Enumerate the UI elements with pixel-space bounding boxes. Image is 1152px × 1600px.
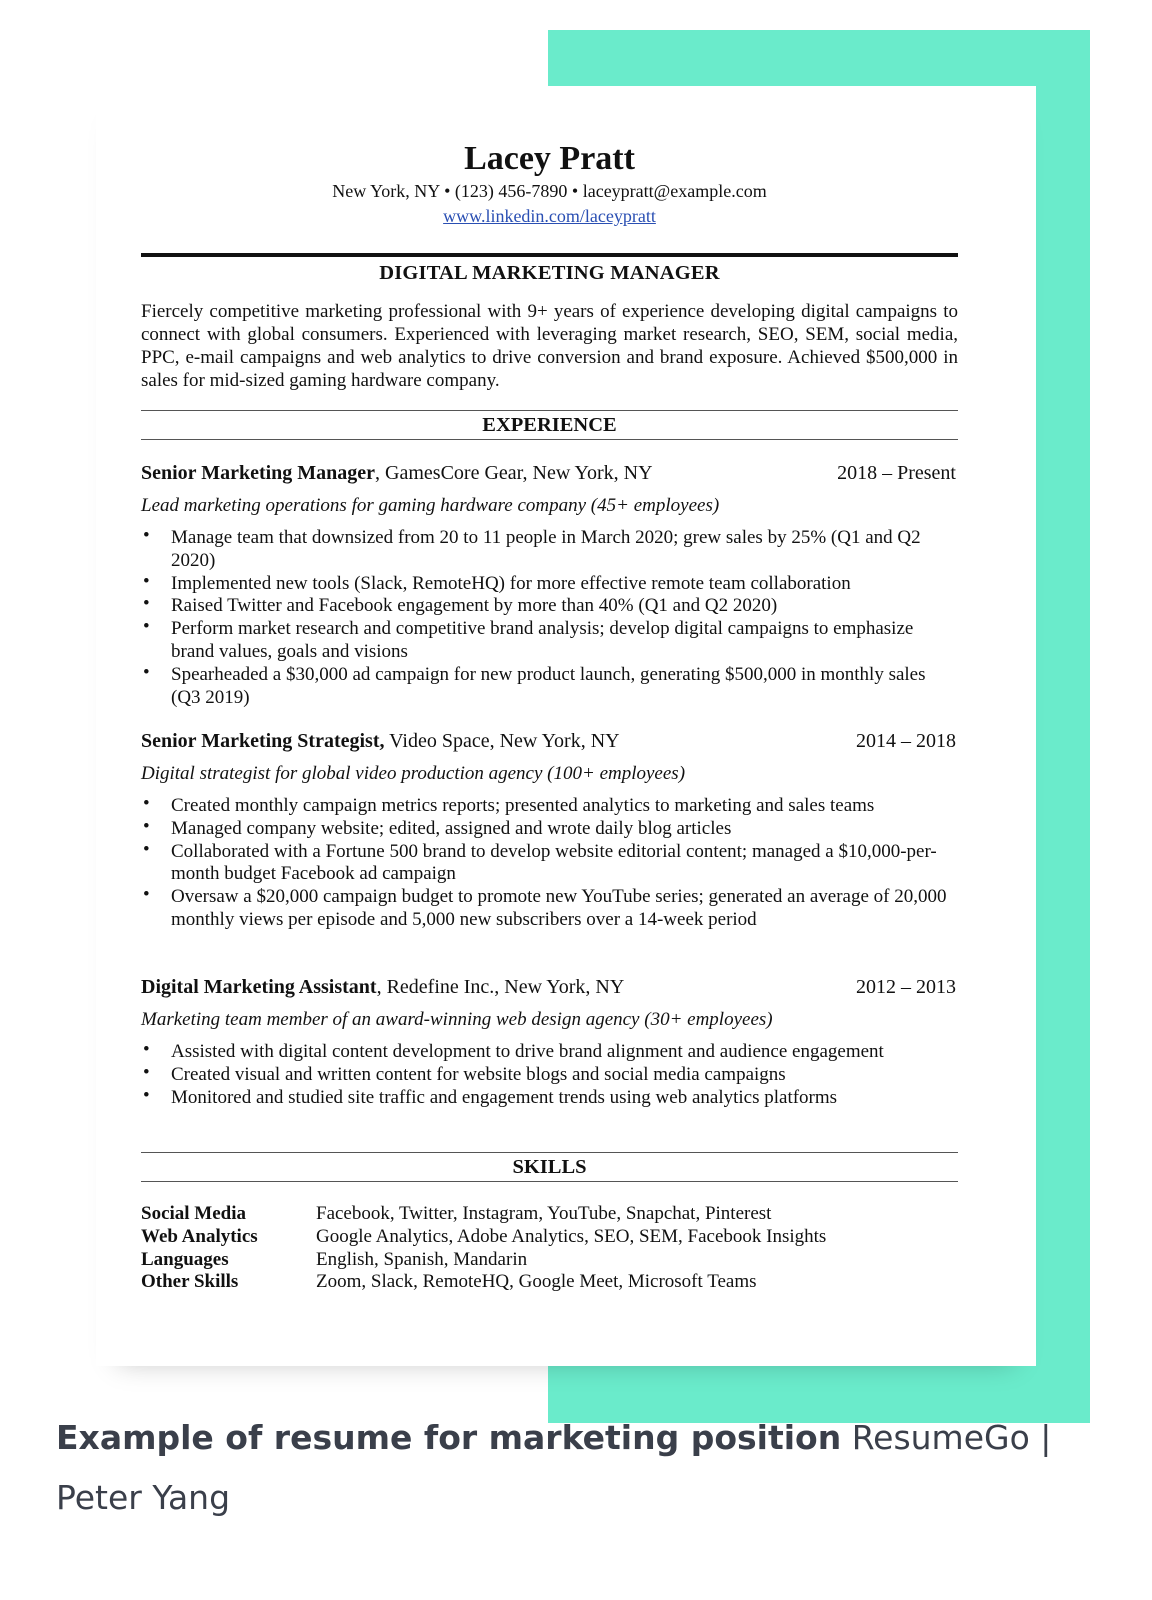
job-header: [141, 976, 958, 999]
image-caption: [56, 1408, 1056, 1528]
skill-row: [141, 1271, 958, 1294]
resume-page: [96, 86, 1036, 1366]
skill-label: Languages: [141, 1248, 229, 1270]
job-dates: 2018 – Present: [837, 462, 956, 484]
job-description: Digital strategist for global video production agency (100+ employees): [141, 763, 686, 784]
list-item: • Created monthly campaign metrics reports; presented analytics to marketing and sales teams: [141, 795, 958, 818]
linkedin-link[interactable]: www.linkedin.com/laceypratt: [443, 206, 656, 226]
job-bullets: [141, 1041, 958, 1109]
skill-row: [141, 1249, 958, 1272]
skill-row: [141, 1226, 958, 1249]
contact-line: New York, NY • (123) 456-7890 • laceypratt@example.com: [332, 181, 767, 201]
job-company: , GamesCore Gear, New York, NY: [375, 462, 653, 484]
section-title-experience: EXPERIENCE: [482, 414, 617, 436]
divider: [141, 439, 958, 440]
skill-value: English, Spanish, Mandarin: [316, 1248, 528, 1270]
skill-label: Social Media: [141, 1203, 247, 1224]
header-divider: [141, 253, 958, 257]
list-item: • Implemented new tools (Slack, RemoteHQ) for more effective remote team collaboration: [141, 573, 958, 596]
caption-title: Example of resume for marketing position: [56, 1418, 842, 1457]
resume-headline: DIGITAL MARKETING MANAGER: [379, 262, 720, 284]
list-item: • Created visual and written content for website blogs and social media campaigns: [141, 1064, 958, 1087]
section-title-skills: SKILLS: [512, 1156, 587, 1178]
skill-value: Google Analytics, Adobe Analytics, SEO, SEM, Facebook Insights: [316, 1225, 827, 1247]
skills-table: [141, 1203, 958, 1294]
job-header: [141, 462, 958, 485]
list-item: • Raised Twitter and Facebook engagement by more than 40% (Q1 and Q2 2020): [141, 595, 958, 618]
job-dates: 2012 – 2013: [856, 976, 956, 998]
job-company: , Redefine Inc., New York, NY: [376, 976, 625, 998]
job-bullets: [141, 527, 958, 709]
skill-value: Facebook, Twitter, Instagram, YouTube, Snapchat, Pinterest: [316, 1203, 772, 1224]
divider: [141, 1181, 958, 1182]
job-role: Digital Marketing Assistant: [141, 976, 377, 998]
linkedin-line: [141, 206, 958, 227]
job-description: Lead marketing operations for gaming hardware company (45+ employees): [141, 495, 720, 516]
caption-credit: ResumeGo | Peter Yang: [56, 1418, 1052, 1517]
list-item: • Monitored and studied site traffic and engagement trends using web analytics platforms: [141, 1087, 958, 1110]
list-item: • Spearheaded a $30,000 ad campaign for new product launch, generating $500,000 in monthly sales (Q3 2019): [141, 664, 958, 710]
list-item: • Oversaw a $20,000 campaign budget to promote new YouTube series; generated an average of 20,000 monthly views per episode and 5,000 new subscribers over a 14-week period: [141, 886, 958, 932]
list-item: • Collaborated with a Fortune 500 brand to develop website editorial content; managed a $10,000-per-month budget Facebook ad campaign: [141, 841, 958, 887]
skill-label: Other Skills: [141, 1271, 239, 1293]
list-item: • Perform market research and competitive brand analysis; develop digital campaigns to emphasize brand values, goals and visions: [141, 618, 958, 664]
job-company: Video Space, New York, NY: [384, 730, 620, 752]
skill-row: [141, 1203, 958, 1226]
skill-label: Web Analytics: [141, 1225, 258, 1247]
job-role: Senior Marketing Manager: [141, 462, 376, 484]
job-header: [141, 730, 958, 753]
divider: [141, 1152, 958, 1153]
job-role: Senior Marketing Strategist,: [141, 730, 385, 752]
job-bullets: [141, 795, 958, 932]
list-item: • Assisted with digital content development to drive brand alignment and audience engagement: [141, 1041, 958, 1064]
job-description: Marketing team member of an award-winning web design agency (30+ employees): [141, 1009, 773, 1030]
job-dates: 2014 – 2018: [856, 730, 956, 752]
divider: [141, 410, 958, 411]
list-item: • Managed company website; edited, assigned and wrote daily blog articles: [141, 818, 958, 841]
summary-paragraph: Fiercely competitive marketing professional with 9+ years of experience developing digital campaigns to connect with global consumers. Experienced with leveraging market research, SEO, SEM, social media, PPC, e-mail campaigns and web analytics to drive conversion and brand exposure. Achieved $500,000 in sales for mid-sized gaming hardware company.: [141, 301, 958, 391]
list-item: • Manage team that downsized from 20 to 11 people in March 2020; grew sales by 25% (Q1 and Q2 2020): [141, 527, 958, 573]
skill-value: Zoom, Slack, RemoteHQ, Google Meet, Microsoft Teams: [316, 1271, 757, 1293]
candidate-name: Lacey Pratt: [464, 140, 635, 177]
